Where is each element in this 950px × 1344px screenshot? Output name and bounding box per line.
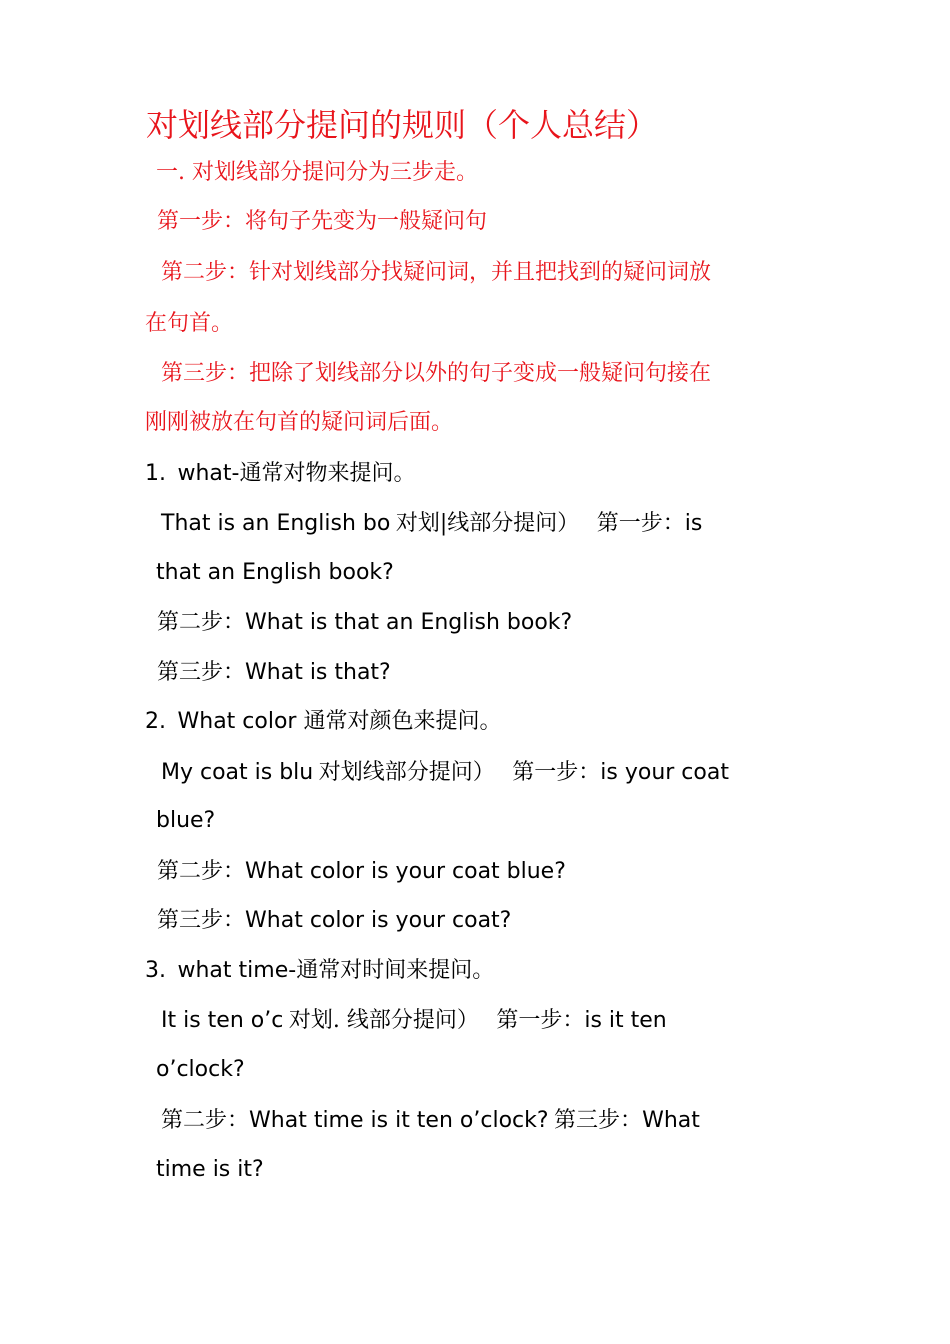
page-title: 对划线部分提问的规则（个人总结）: [146, 106, 659, 144]
step1-text: is it ten: [584, 1008, 667, 1033]
step3-label: 第三步：: [157, 908, 246, 933]
section-description: 通常对物来提问。: [239, 461, 416, 486]
step2-label: 第二步：: [161, 1108, 250, 1133]
step3-label: 第三步：: [554, 1108, 643, 1133]
section-keyword: What color: [177, 709, 304, 734]
section-3-heading: [145, 955, 494, 986]
section-1-step1-continued: that an English book?: [156, 560, 394, 585]
step3-label: 第三步：: [157, 660, 246, 685]
step2-text: What color is your coat blue?: [245, 859, 566, 884]
section-1-example: [161, 508, 702, 539]
example-note: 对划. 线部分提问）: [288, 1008, 479, 1033]
section-number: 1.: [145, 461, 166, 486]
section-2-heading: [145, 706, 501, 737]
example-sentence: My coat is blu: [161, 760, 314, 785]
step2-label: 第二步：: [157, 859, 246, 884]
step3-text: What: [642, 1108, 700, 1133]
step3-text: What is that?: [245, 660, 391, 685]
section-2-step1-continued: blue?: [156, 808, 216, 833]
section-description: 通常对颜色来提问。: [303, 709, 502, 734]
intro-heading: 一. 对划线部分提问分为三步走。: [156, 160, 478, 185]
example-sentence: That is an English bo: [161, 511, 391, 536]
intro-step3-line1: 第三步：把除了划线部分以外的句子变成一般疑问句接在: [161, 361, 712, 386]
step3-text: What color is your coat?: [245, 908, 512, 933]
section-keyword: what-: [177, 461, 240, 486]
section-1-heading: [145, 458, 416, 489]
step2-text: What time is it ten o’clock?: [249, 1108, 549, 1133]
section-number: 2.: [145, 709, 166, 734]
section-2-example: [161, 757, 729, 788]
section-3-step2-step3: [161, 1105, 700, 1136]
example-sentence: It is ten o’c: [161, 1008, 284, 1033]
step2-text: What is that an English book?: [245, 610, 573, 635]
section-3-step3-continued: time is it?: [156, 1157, 264, 1182]
section-number: 3.: [145, 958, 166, 983]
section-keyword: what time-: [177, 958, 297, 983]
section-1-step2: [157, 607, 572, 638]
example-note: 对划线部分提问）: [318, 760, 495, 785]
section-1-step3: [157, 657, 391, 688]
section-2-step2: [157, 856, 566, 887]
step1-label: 第一步：: [512, 760, 601, 785]
intro-step3-line2: 刚刚被放在句首的疑问词后面。: [145, 410, 454, 435]
intro-step2-line2: 在句首。: [145, 311, 234, 336]
section-3-example: [161, 1005, 667, 1036]
example-note: 对划|线部分提问）: [395, 511, 580, 536]
step2-label: 第二步：: [157, 610, 246, 635]
step1-label: 第一步：: [496, 1008, 585, 1033]
step1-label: 第一步：: [596, 511, 685, 536]
intro-step1: 第一步：将句子先变为一般疑问句: [157, 209, 488, 234]
step1-text: is your coat: [600, 760, 729, 785]
section-3-step1-continued: o’clock?: [156, 1057, 245, 1082]
section-description: 通常对时间来提问。: [296, 958, 495, 983]
step1-text: is: [684, 511, 703, 536]
intro-step2-line1: 第二步：针对划线部分找疑问词，并且把找到的疑问词放: [161, 260, 712, 285]
section-2-step3: [157, 905, 511, 936]
